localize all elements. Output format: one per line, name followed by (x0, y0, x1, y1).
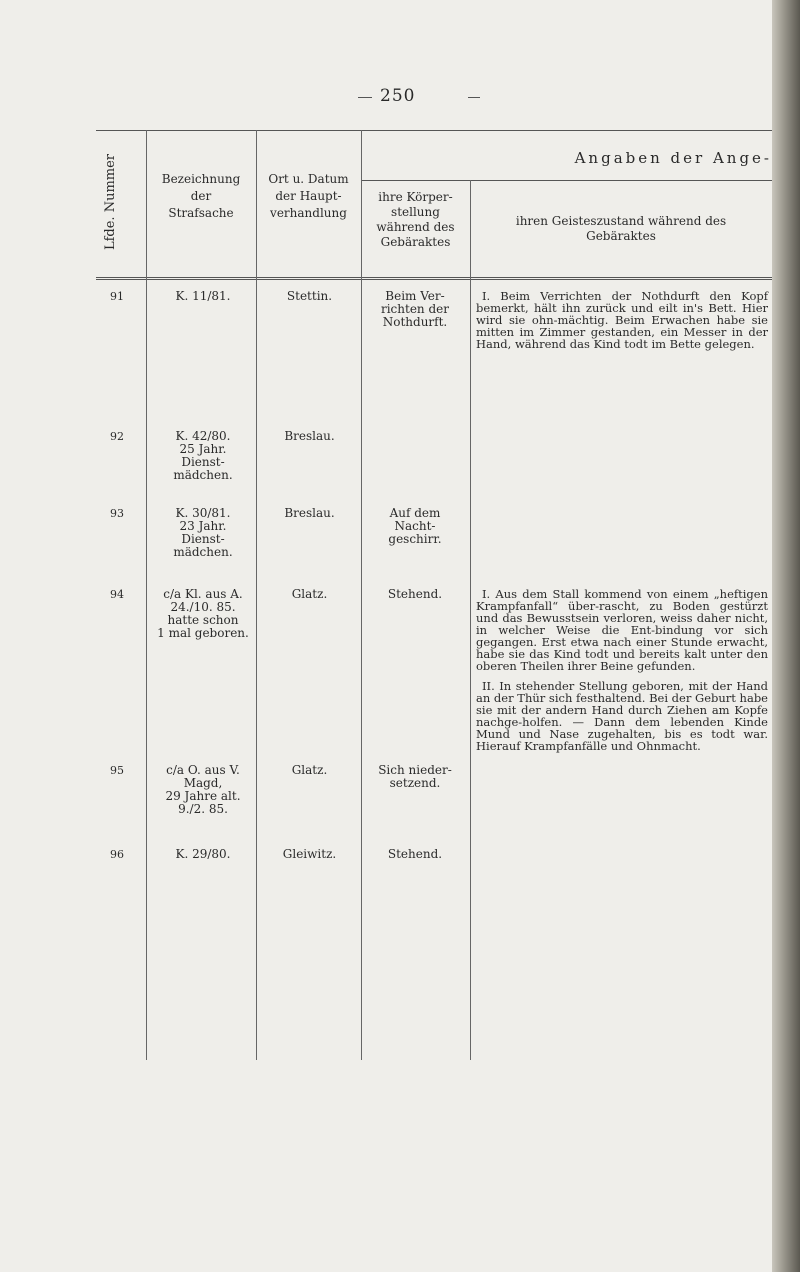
row-body-line: Nacht- (394, 519, 436, 533)
row-body (362, 848, 468, 861)
row-body-line: Stehend. (387, 587, 443, 601)
page-number: 250 (380, 86, 416, 106)
subheader-rule (362, 180, 772, 181)
row-mind-paragraph: I. Aus dem Stall kommend von einem „heftigen Krampfanfall“ über-rascht, zu Boden gestürzt und das Bewusstsein verloren, weiss daher nicht, in welcher Weise die Ent-bindung vor sich gegangen. Erst etwa nach einer Stunde erwacht, habe sie das Kind todt und bereits kalt unter den oberen Theilen ihrer Beine gefunden. (476, 587, 768, 673)
header-place-line: der Haupt- (275, 189, 342, 203)
row-number: 96 (110, 848, 124, 861)
row-mind (476, 588, 768, 760)
row-mind-paragraph: II. In stehender Stellung geboren, mit der Hand an der Thür sich festhaltend. Bei der Geburt habe sie mit der andern Hand durch Ziehen am Kopfe nachge-holfen. — Dann dem lebenden Kinde Mund und Nase zugehalten, bis es todt war. Hierauf Krampfanfälle und Ohnmacht. (476, 679, 768, 753)
row-case-line: 25 Jahr. (179, 442, 227, 456)
row-body-line: richten der (380, 302, 449, 316)
row-body (362, 507, 468, 546)
row-mind-paragraph: I. Beim Verrichten der Nothdurft den Kopf bemerkt, hält ihn zurück und eilt in's Bett. Hier wird sie ohn-mächtig. Beim Erwachen habe sie mitten im Zimmer gestanden, ein Messer in der Hand, während das Kind todt im Bette gelegen. (476, 289, 768, 351)
row-case (150, 764, 256, 816)
header-body (361, 190, 470, 250)
row-case-line: 23 Jahr. (179, 519, 227, 533)
row-place: Glatz. (291, 587, 328, 601)
row-case-line: 1 mal geboren. (157, 626, 249, 640)
row-case (150, 507, 256, 559)
row-case-line: hatte schon (167, 613, 239, 627)
header-case-line: der (190, 189, 212, 203)
row-case-line: c/a Kl. aus A. (163, 587, 243, 601)
header-mind (470, 214, 772, 244)
header-case-line: Strafsache (168, 206, 234, 220)
row-number: 93 (110, 507, 124, 520)
header-mind-line: ihren Geisteszustand während des (515, 214, 727, 228)
row-place: Glatz. (291, 763, 328, 777)
row-case (150, 430, 256, 482)
row-place: Breslau. (284, 506, 335, 520)
header-body-line: Gebäraktes (380, 235, 451, 249)
row-place: Gleiwitz. (282, 847, 337, 861)
row-case-line: Dienst- (181, 455, 225, 469)
header-place-line: Ort u. Datum (268, 172, 349, 186)
row-case-line: K. 29/80. (175, 847, 231, 861)
row-case (150, 588, 256, 640)
row-place: Breslau. (284, 429, 335, 443)
col-divider-1 (146, 130, 147, 1060)
page-number-dash-right (468, 97, 480, 98)
header-place-line: verhandlung (270, 206, 347, 220)
header-body-line: ihre Körper- (378, 190, 453, 204)
row-body-line: Sich nieder- (378, 763, 452, 777)
row-case (150, 848, 256, 861)
row-mind (476, 290, 768, 358)
row-body-line: setzend. (389, 776, 441, 790)
row-number: 94 (110, 588, 124, 601)
row-number: 92 (110, 430, 124, 443)
row-case-line: K. 30/81. (175, 506, 231, 520)
row-case-line: K. 11/81. (175, 289, 231, 303)
row-place: Stettin. (286, 289, 333, 303)
col-divider-2 (256, 130, 257, 1060)
row-case-line: c/a O. aus V. (166, 763, 240, 777)
row-number: 91 (110, 290, 124, 303)
row-body-line: Stehend. (387, 847, 443, 861)
header-body-line: stellung (391, 205, 440, 219)
page-number-dash-left (358, 97, 372, 98)
row-body-line: Beim Ver- (385, 289, 445, 303)
header-place (256, 171, 361, 222)
row-case-line: Magd, (183, 776, 223, 790)
col-divider-4 (470, 180, 471, 1060)
row-body (362, 290, 468, 329)
row-body-line: geschirr. (388, 532, 442, 546)
row-case-line: mädchen. (173, 545, 233, 559)
row-number: 95 (110, 764, 124, 777)
table-top-rule (96, 130, 772, 131)
header-number: Lfde. Nummer (103, 153, 118, 251)
row-case-line: 29 Jahre alt. (165, 789, 241, 803)
row-body-line: Auf dem (389, 506, 441, 520)
row-body-line: Nothdurft. (382, 315, 448, 329)
row-case (150, 290, 256, 303)
page-edge-shadow (772, 0, 800, 1272)
header-bottom-rule (96, 277, 772, 280)
header-case-line: Bezeichnung (161, 172, 241, 186)
row-body (362, 764, 468, 790)
row-case-line: 24./10. 85. (170, 600, 236, 614)
header-body-line: während des (376, 220, 455, 234)
row-body (362, 588, 468, 601)
header-mind-line: Gebäraktes (586, 229, 656, 243)
row-case-line: 9./2. 85. (178, 802, 228, 816)
group-title: Angaben der Ange- (574, 149, 772, 167)
row-case-line: mädchen. (173, 468, 233, 482)
row-case-line: K. 42/80. (175, 429, 231, 443)
header-case (146, 171, 256, 222)
row-case-line: Dienst- (181, 532, 225, 546)
